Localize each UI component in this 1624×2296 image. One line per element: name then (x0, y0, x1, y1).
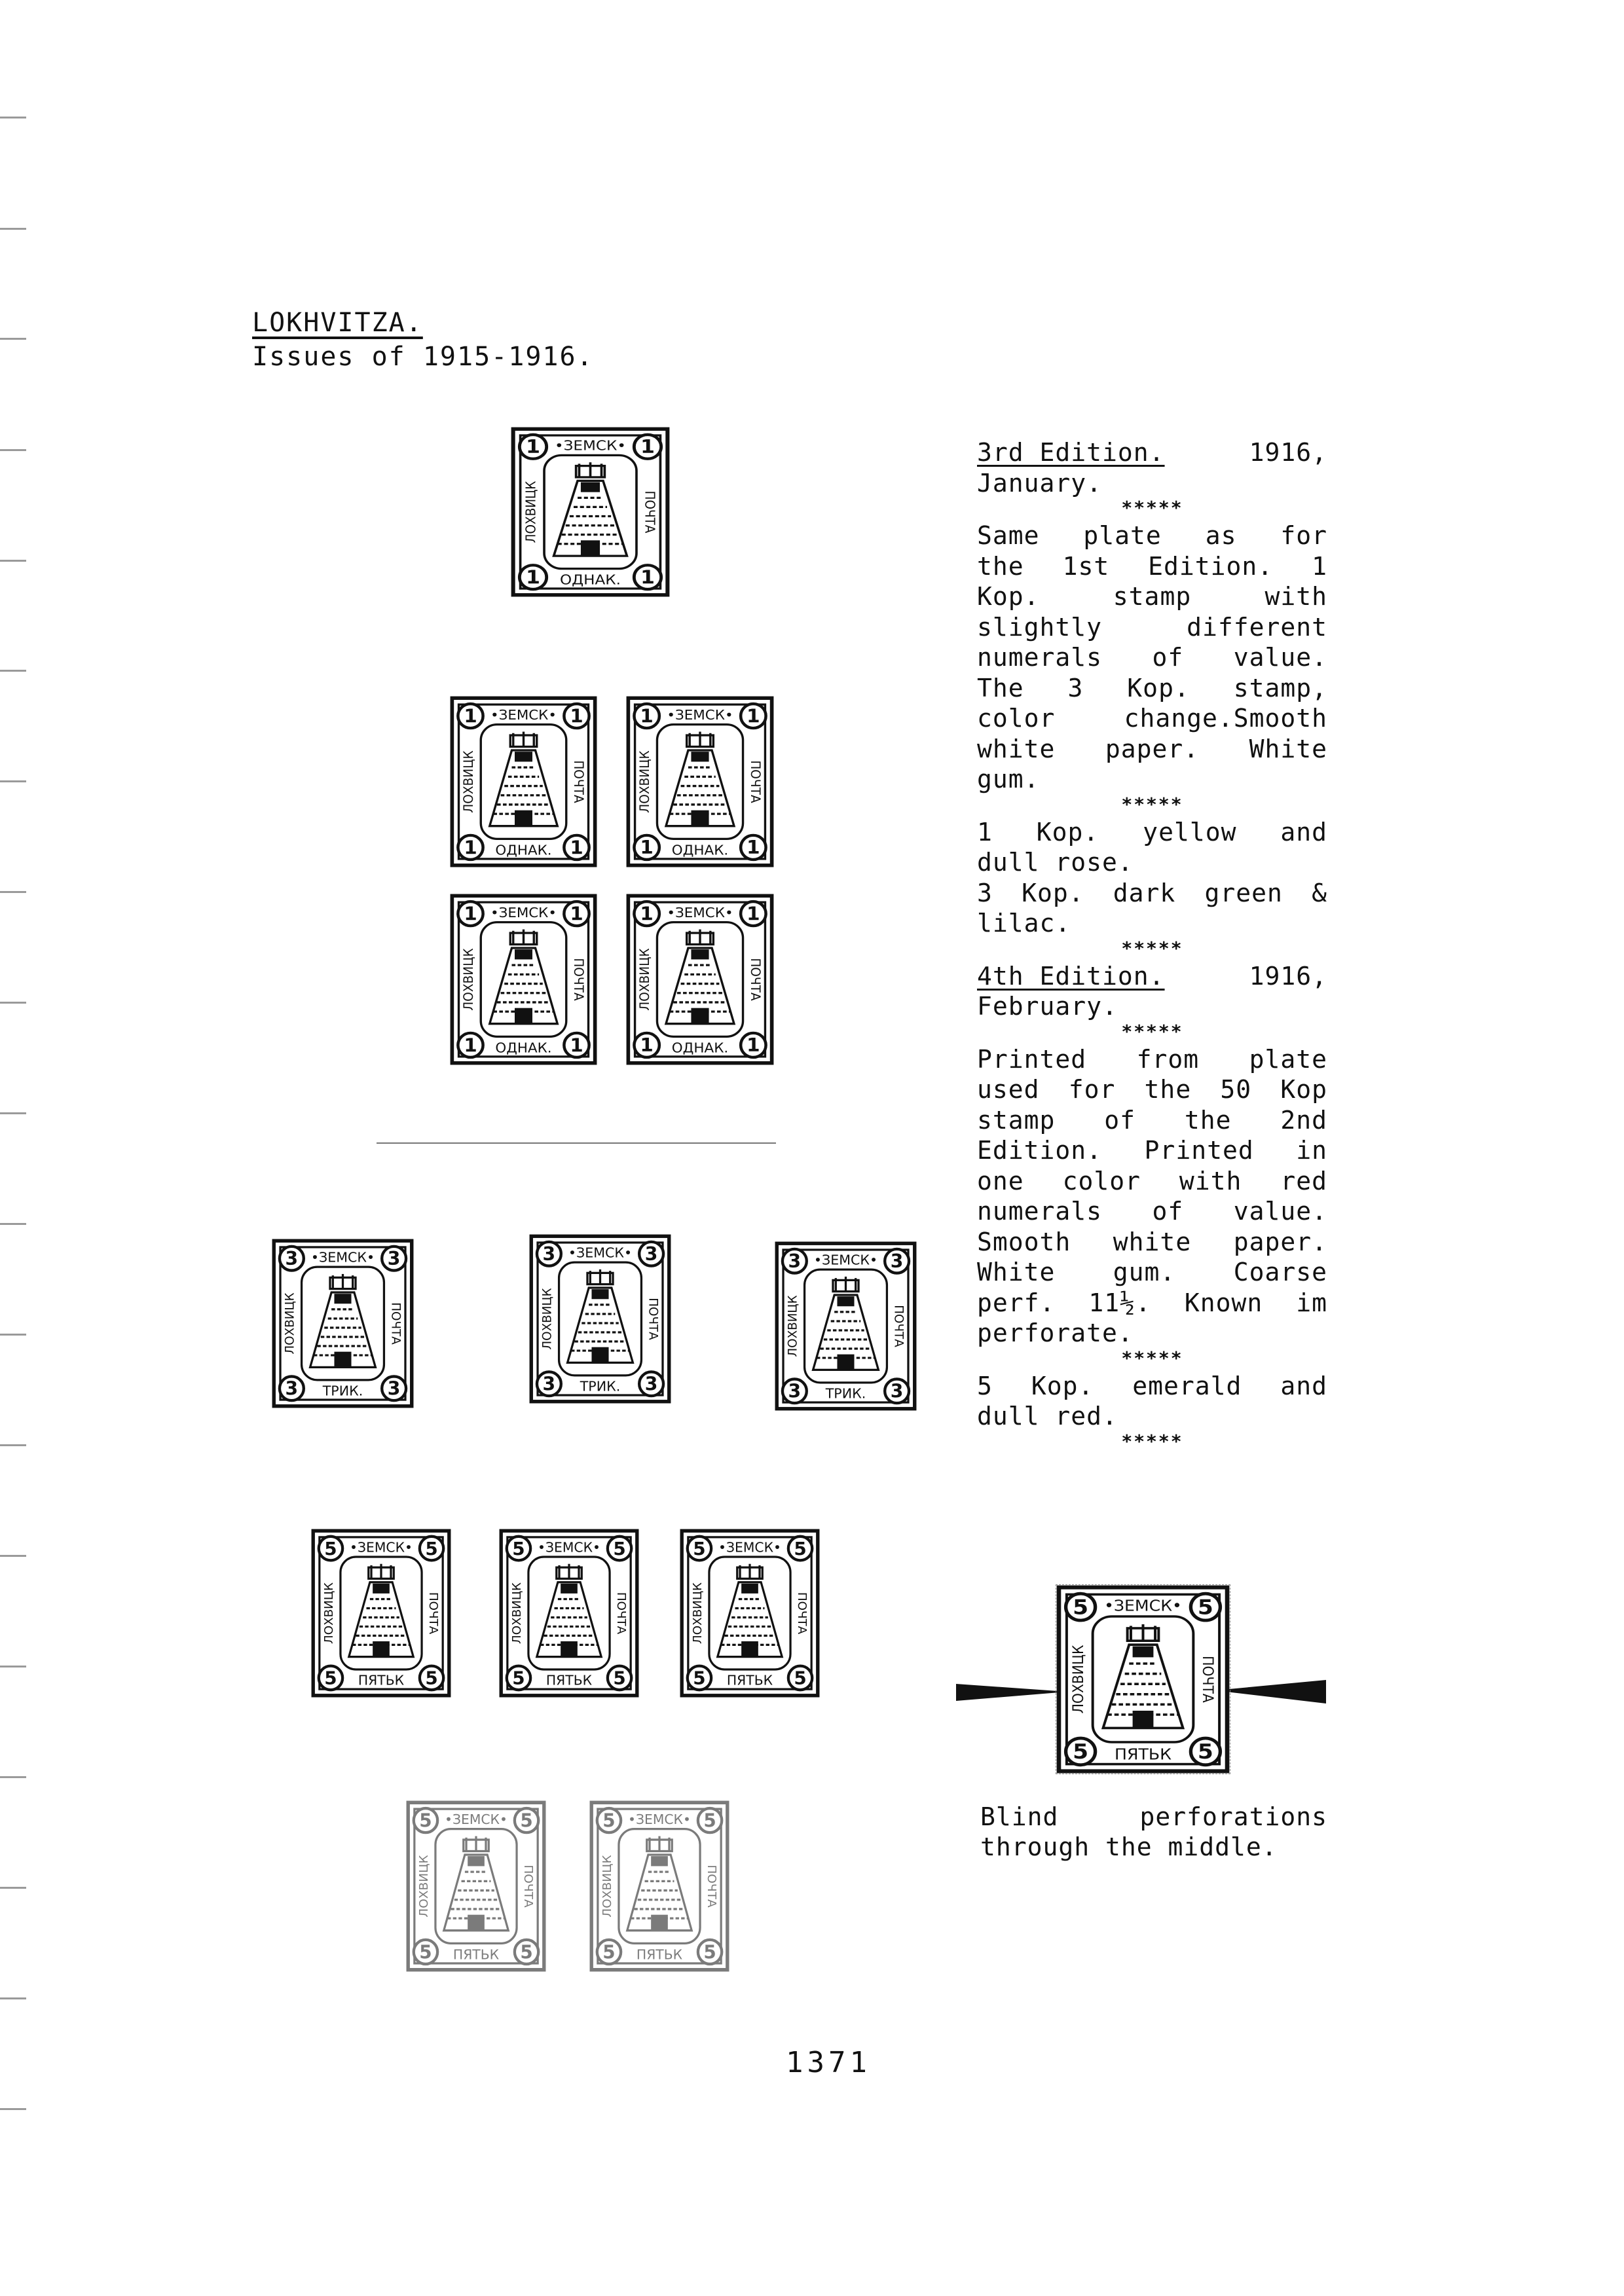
svg-text:ЛОХВИЦК: ЛОХВИЦК (637, 948, 653, 1011)
svg-text:ЛОХВИЦК: ЛОХВИЦК (510, 1582, 525, 1644)
text-line: slightly different (977, 612, 1327, 642)
svg-text:•ЗЕМСК•: •ЗЕМСК• (490, 904, 557, 920)
svg-text:ПОЧТА: ПОЧТА (571, 760, 585, 803)
svg-text:1: 1 (747, 704, 760, 727)
text-line: through the middle. (980, 1832, 1278, 1861)
binder-mark (0, 780, 26, 782)
svg-text:1: 1 (464, 704, 477, 727)
svg-text:ПОЧТА: ПОЧТА (571, 958, 585, 1001)
svg-text:ПОЧТА: ПОЧТА (704, 1865, 718, 1908)
binder-mark (0, 891, 26, 893)
svg-text:•ЗЕМСК•: •ЗЕМСК• (490, 706, 557, 723)
svg-text:ОДНАК.: ОДНАК. (671, 841, 729, 858)
text-line: Kop. stamp with (977, 582, 1327, 611)
svg-text:5: 5 (613, 1667, 626, 1689)
svg-text:ОДНАК.: ОДНАК. (671, 1039, 729, 1056)
fourth-edition-description (977, 1044, 1327, 1349)
svg-text:1: 1 (640, 567, 655, 589)
svg-text:1: 1 (570, 902, 583, 925)
third-edition-description (977, 520, 1327, 795)
svg-text:ЛОХВИЦК: ЛОХВИЦК (786, 1295, 800, 1357)
text-line: perforate. (977, 1319, 1134, 1347)
svg-text:ПОЧТА: ПОЧТА (646, 1298, 660, 1340)
svg-text:5: 5 (512, 1537, 525, 1559)
separator-stars: ***** (1121, 1347, 1183, 1369)
text-line: Blind perforations (980, 1802, 1327, 1831)
svg-text:3: 3 (387, 1247, 401, 1269)
text-line: numerals of value. (977, 643, 1327, 672)
svg-text:ПЯТЬК: ПЯТЬК (545, 1672, 593, 1688)
fourth-edition-heading (977, 961, 1327, 992)
svg-text:ПОЧТА: ПОЧТА (426, 1592, 440, 1635)
svg-text:5: 5 (703, 1941, 716, 1963)
stamp-1-kop (511, 427, 670, 597)
svg-text:5: 5 (324, 1667, 337, 1689)
svg-text:ЛОХВИЦК: ЛОХВИЦК (1070, 1645, 1088, 1714)
separator-stars: ***** (1121, 793, 1183, 815)
binder-mark (0, 1997, 26, 1999)
svg-text:•ЗЕМСК•: •ЗЕМСК• (445, 1811, 507, 1828)
text-line: one color with red (977, 1166, 1327, 1195)
svg-text:3: 3 (387, 1377, 401, 1400)
svg-text:1: 1 (640, 836, 654, 859)
fourth-edition-title: 4th Edition. (977, 961, 1165, 991)
binder-mark (0, 1223, 26, 1225)
fourth-edition-colors (977, 1371, 1327, 1432)
svg-text:ОДНАК.: ОДНАК. (559, 572, 621, 589)
binder-mark (0, 1112, 26, 1114)
svg-text:1: 1 (570, 836, 583, 859)
svg-text:ПЯТЬК: ПЯТЬК (1115, 1745, 1172, 1764)
svg-text:5: 5 (602, 1941, 616, 1963)
text-line: gum. (977, 765, 1040, 793)
page-title: LOKHVITZA. (252, 308, 423, 338)
text-line: White gum. Coarse (977, 1258, 1327, 1286)
svg-text:ОДНАК.: ОДНАК. (495, 1039, 552, 1056)
separator-stars: ***** (1121, 497, 1183, 519)
svg-text:ЛОХВИЦК: ЛОХВИЦК (417, 1855, 432, 1918)
binder-mark (0, 670, 26, 672)
svg-text:3: 3 (644, 1373, 658, 1395)
svg-text:5: 5 (1073, 1739, 1089, 1764)
svg-text:ЛОХВИЦК: ЛОХВИЦК (637, 750, 653, 813)
svg-text:ЛОХВИЦК: ЛОХВИЦК (462, 750, 476, 813)
svg-text:1: 1 (570, 1034, 583, 1057)
svg-text:1: 1 (464, 1034, 477, 1057)
svg-text:ПОЧТА: ПОЧТА (891, 1305, 906, 1347)
svg-text:1: 1 (640, 436, 655, 458)
stamp-1-kop (450, 696, 597, 867)
svg-text:ПОЧТА: ПОЧТА (642, 490, 658, 534)
svg-text:ПОЧТА: ПОЧТА (521, 1865, 535, 1908)
text-line: Smooth white paper. (977, 1227, 1327, 1256)
stamp-1-kop (626, 696, 774, 867)
stamp-1-kop (626, 894, 774, 1065)
text-line: lilac. (977, 909, 1071, 938)
third-edition-title: 3rd Edition. (977, 438, 1165, 467)
svg-text:1: 1 (747, 836, 760, 859)
stamp-1-kop (450, 894, 597, 1065)
svg-text:5: 5 (520, 1941, 533, 1963)
svg-text:5: 5 (1197, 1739, 1213, 1764)
stamp-5-kop-blind-perf (1056, 1584, 1230, 1774)
binder-mark (0, 1444, 26, 1446)
svg-text:•ЗЕМСК•: •ЗЕМСК• (628, 1811, 691, 1828)
binder-mark (0, 1002, 26, 1004)
binder-mark (0, 1334, 26, 1336)
third-edition-year: 1916, (1249, 438, 1327, 467)
text-line: Printed from plate (977, 1044, 1327, 1074)
separator-stars: ***** (1121, 1020, 1183, 1042)
svg-text:ПОЧТА: ПОЧТА (747, 958, 763, 1001)
text-line: dull red. (977, 1402, 1118, 1430)
page-subtitle: Issues of 1915-1916. (252, 342, 594, 372)
stamp-5-kop (499, 1529, 639, 1698)
svg-text:3: 3 (285, 1377, 299, 1400)
text-line: 1 Kop. yellow and (977, 817, 1327, 847)
separator-stars: ***** (1121, 1430, 1183, 1452)
svg-text:•ЗЕМСК•: •ЗЕМСК• (350, 1539, 413, 1556)
svg-text:ЛОХВИЦК: ЛОХВИЦК (600, 1855, 615, 1918)
svg-text:•ЗЕМСК•: •ЗЕМСК• (554, 438, 627, 454)
svg-text:5: 5 (425, 1667, 438, 1689)
svg-text:•ЗЕМСК•: •ЗЕМСК• (718, 1539, 781, 1556)
svg-text:1: 1 (747, 902, 760, 925)
svg-text:1: 1 (640, 704, 654, 727)
svg-text:1: 1 (570, 704, 583, 727)
svg-text:3: 3 (788, 1250, 802, 1272)
svg-text:5: 5 (1073, 1594, 1089, 1619)
svg-text:5: 5 (419, 1810, 432, 1832)
text-line: 3 Kop. dark green & (977, 878, 1327, 907)
svg-text:ТРИК.: ТРИК. (322, 1383, 363, 1399)
svg-text:ЛОХВИЦК: ЛОХВИЦК (691, 1582, 705, 1644)
svg-text:5: 5 (425, 1537, 438, 1559)
stamp-3-kop (272, 1239, 414, 1408)
binder-mark (0, 228, 26, 230)
svg-text:ЛОХВИЦК: ЛОХВИЦК (322, 1582, 337, 1644)
svg-text:•ЗЕМСК•: •ЗЕМСК• (1104, 1597, 1182, 1615)
svg-text:5: 5 (703, 1810, 716, 1832)
svg-text:5: 5 (1197, 1594, 1213, 1619)
binder-mark (0, 449, 26, 451)
fourth-edition-year: 1916, (1249, 961, 1327, 991)
binder-mark (0, 1887, 26, 1889)
svg-text:•ЗЕМСК•: •ЗЕМСК• (813, 1252, 878, 1268)
svg-text:1: 1 (640, 1034, 654, 1057)
svg-text:5: 5 (419, 1941, 432, 1963)
svg-text:5: 5 (324, 1537, 337, 1559)
third-edition-colors (977, 817, 1327, 939)
svg-text:5: 5 (520, 1810, 533, 1832)
svg-text:•ЗЕМСК•: •ЗЕМСК• (538, 1539, 600, 1556)
binder-mark (0, 1666, 26, 1667)
svg-text:5: 5 (693, 1667, 706, 1689)
text-line: the 1st Edition. 1 (977, 551, 1327, 581)
text-line: dull rose. (977, 848, 1134, 877)
svg-text:1: 1 (526, 436, 541, 458)
text-line: color change.Smooth (977, 704, 1327, 733)
separator-stars: ***** (1121, 937, 1183, 959)
svg-text:ПЯТЬК: ПЯТЬК (636, 1946, 683, 1963)
text-line: The 3 Kop. stamp, (977, 673, 1327, 702)
binder-mark (0, 1555, 26, 1557)
stamp-5-kop (406, 1800, 546, 1972)
binder-mark (0, 560, 26, 562)
text-line: Same plate as for (977, 521, 1327, 550)
svg-text:3: 3 (644, 1243, 658, 1265)
svg-text:3: 3 (788, 1380, 802, 1402)
svg-text:ПЯТЬК: ПЯТЬК (358, 1672, 405, 1688)
svg-text:3: 3 (542, 1373, 556, 1395)
svg-text:5: 5 (512, 1667, 525, 1689)
svg-text:3: 3 (890, 1250, 904, 1272)
text-line: 5 Kop. emerald and (977, 1371, 1327, 1400)
text-line: perf. 11½. Known im (977, 1288, 1327, 1317)
text-line: numerals of value. (977, 1197, 1327, 1226)
fourth-edition-month: February. (977, 992, 1118, 1021)
cut-line (377, 1142, 776, 1144)
svg-text:ОДНАК.: ОДНАК. (495, 841, 552, 858)
svg-text:5: 5 (794, 1667, 807, 1689)
svg-text:5: 5 (602, 1810, 616, 1832)
svg-text:ПОЧТА: ПОЧТА (388, 1302, 403, 1345)
svg-text:1: 1 (464, 902, 477, 925)
blind-perforations-caption (980, 1802, 1327, 1862)
text-line: white paper. White (977, 734, 1327, 763)
svg-text:ЛОХВИЦК: ЛОХВИЦК (283, 1292, 297, 1355)
svg-text:1: 1 (464, 836, 477, 859)
binder-mark (0, 338, 26, 340)
svg-text:1: 1 (526, 567, 541, 589)
svg-text:•ЗЕМСК•: •ЗЕМСК• (667, 904, 733, 920)
svg-text:5: 5 (613, 1537, 626, 1559)
svg-text:ЛОХВИЦК: ЛОХВИЦК (462, 948, 476, 1011)
svg-text:ЛОХВИЦК: ЛОХВИЦК (540, 1288, 555, 1350)
svg-text:•ЗЕМСК•: •ЗЕМСК• (310, 1249, 375, 1266)
svg-text:3: 3 (890, 1380, 904, 1402)
third-edition-heading (977, 437, 1327, 468)
stamp-3-kop (529, 1234, 671, 1404)
third-edition-month: January. (977, 468, 1103, 498)
svg-text:ПОЧТА: ПОЧТА (747, 760, 763, 803)
svg-text:ТРИК.: ТРИК. (580, 1378, 621, 1394)
page-number: 1371 (786, 2046, 871, 2079)
svg-text:1: 1 (640, 902, 654, 925)
binder-mark (0, 2108, 26, 2110)
svg-text:•ЗЕМСК•: •ЗЕМСК• (667, 706, 733, 723)
edition-notes (977, 437, 1327, 1454)
svg-text:ПЯТЬК: ПЯТЬК (452, 1946, 500, 1963)
svg-text:ТРИК.: ТРИК. (825, 1385, 866, 1402)
stamp-5-kop (680, 1529, 820, 1698)
svg-text:5: 5 (794, 1537, 807, 1559)
svg-text:3: 3 (542, 1243, 556, 1265)
stamp-3-kop (775, 1241, 917, 1411)
binder-mark (0, 1776, 26, 1778)
svg-text:•ЗЕМСК•: •ЗЕМСК• (568, 1245, 633, 1261)
stamp-5-kop (589, 1800, 729, 1972)
svg-text:ПОЧТА: ПОЧТА (1198, 1656, 1216, 1703)
text-line: stamp of the 2nd (977, 1105, 1327, 1135)
svg-text:ПОЧТА: ПОЧТА (794, 1592, 809, 1635)
text-line: used for the 50 Kop (977, 1075, 1327, 1104)
svg-text:5: 5 (693, 1537, 706, 1559)
svg-text:3: 3 (285, 1247, 299, 1269)
svg-text:ПОЧТА: ПОЧТА (614, 1592, 628, 1635)
svg-text:ЛОХВИЦК: ЛОХВИЦК (523, 481, 539, 543)
text-line: Edition. Printed in (977, 1136, 1327, 1165)
stamp-5-kop (311, 1529, 451, 1698)
svg-text:1: 1 (747, 1034, 760, 1057)
svg-text:ПЯТЬК: ПЯТЬК (726, 1672, 773, 1688)
binder-mark (0, 117, 26, 118)
